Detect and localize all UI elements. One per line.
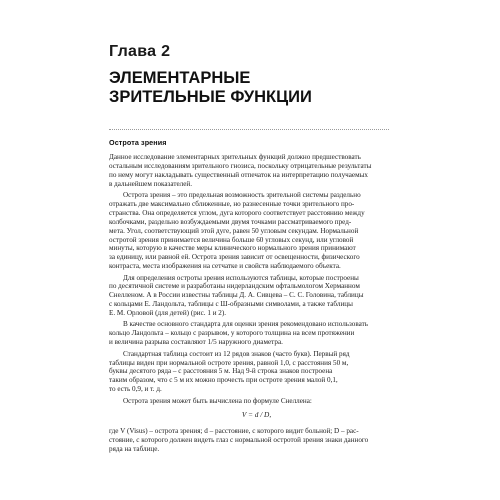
text-line: Острота зрения может быть вычислена по формуле Снеллена: (123, 396, 312, 405)
text-line: по десятичной системе и разработаны нидерландским офтальмологом Херманном (109, 282, 360, 291)
text-line: В качестве основного стандарта для оценки зрения рекомендовано использовать (123, 320, 369, 329)
text-line: буквы десятого ряда – с расстояния 5 м. Над 9-й строка знаков построена (109, 367, 333, 376)
text-line: где V (Visus) – острота зрения; d – расстояние, с которого видит больной; D – рас- (109, 427, 359, 436)
text-line: Стандартная таблица состоит из 12 рядов знаков (часто букв). Первый ряд (123, 349, 350, 358)
section-divider (109, 129, 389, 130)
paragraph (109, 427, 404, 454)
text-line: Острота зрения – это предельная возможность зрительной системы раздельно (123, 191, 361, 200)
chapter-label: Глава 2 (109, 43, 171, 60)
text-line: таким образом, что с 5 м их можно прочесть при остроте зрения малой 0,1, (109, 376, 338, 385)
text-line: странства. Она определяется углом, дуга которого соответствует расстоянию между (109, 208, 365, 217)
text-line: то есть 0,9, и т. д. (109, 385, 162, 394)
text-line: по нему могут накладывать существенный отпечаток на интерпретацию получаемых (109, 170, 368, 179)
body-text (109, 153, 404, 456)
snellen-formula: V = d / D, (241, 410, 272, 420)
text-line: ряда на таблице. (109, 445, 160, 454)
text-line: остальным исследованиям зрительного гнозиса, поскольку отрицательные результаты (109, 161, 372, 170)
paragraph (109, 320, 404, 347)
chapter-title (109, 69, 429, 107)
section-heading: Острота зрения (109, 138, 167, 147)
text-line: в дальнейшем показателей. (109, 179, 192, 188)
paragraph (109, 350, 404, 395)
text-line: с кольцами Е. Ландольта, таблицы с Ш-образными символами, а также таблицы (109, 300, 353, 309)
text-line: стояние, с которого должен видеть глаз с нормальной остротой зрения знаки данного (109, 436, 369, 445)
paragraph (109, 397, 404, 406)
text-line: отражать две максимально сближенные, но разнесенные точки зрительного про- (109, 199, 355, 208)
text-line: контраста, места изображения на сетчатке и свойств наблюдаемого объекта. (109, 262, 341, 271)
text-line: Снелленом. А в России известны таблицы Д. А. Сивцева – С. С. Головина, таблицы (109, 291, 364, 300)
text-line: Данное исследование элементарных зрительных функций должно предшествовать (109, 153, 361, 161)
text-line: таблицы виден при нормальной остроте зрения, равной 1,0, с расстояния 50 м, (109, 358, 349, 367)
text-line: мета. Угол, соответствующий этой дуге, равен 50 угловым секундам. Нормальной (109, 226, 359, 235)
text-line: колбочками, раздельно возбуждаемыми двумя точками рассматриваемого пред- (109, 217, 352, 226)
chapter-title-line: ЭЛЕМЕНТАРНЫЕ (109, 69, 251, 87)
text-line: и величина разрыва составляют 1/5 наружного диаметра. (109, 338, 283, 347)
text-line: остротой зрения принимается величина больше 60 угловых секунд, или угловой (109, 235, 354, 244)
text-line: минуты, которую в качестве меры клинического нормального зрения принимают (109, 244, 356, 253)
text-line: за единицу, или равной ей. Острота зрения зависит от освещенности, физического (109, 253, 360, 262)
paragraph (109, 191, 404, 271)
text-line: Е. М. Орловой (для детей) (рис. 1 и 2). (109, 309, 227, 318)
text-line: кольцо Ландольта – кольцо с разрывом, у которого толщина на всем протяжении (109, 329, 355, 338)
paragraph (109, 153, 404, 189)
text-line: Для определения остроты зрения используются таблицы, которые построены (123, 273, 359, 282)
chapter-title-line: ЗРИТЕЛЬНЫЕ ФУНКЦИИ (109, 88, 312, 106)
paragraph (109, 274, 404, 319)
